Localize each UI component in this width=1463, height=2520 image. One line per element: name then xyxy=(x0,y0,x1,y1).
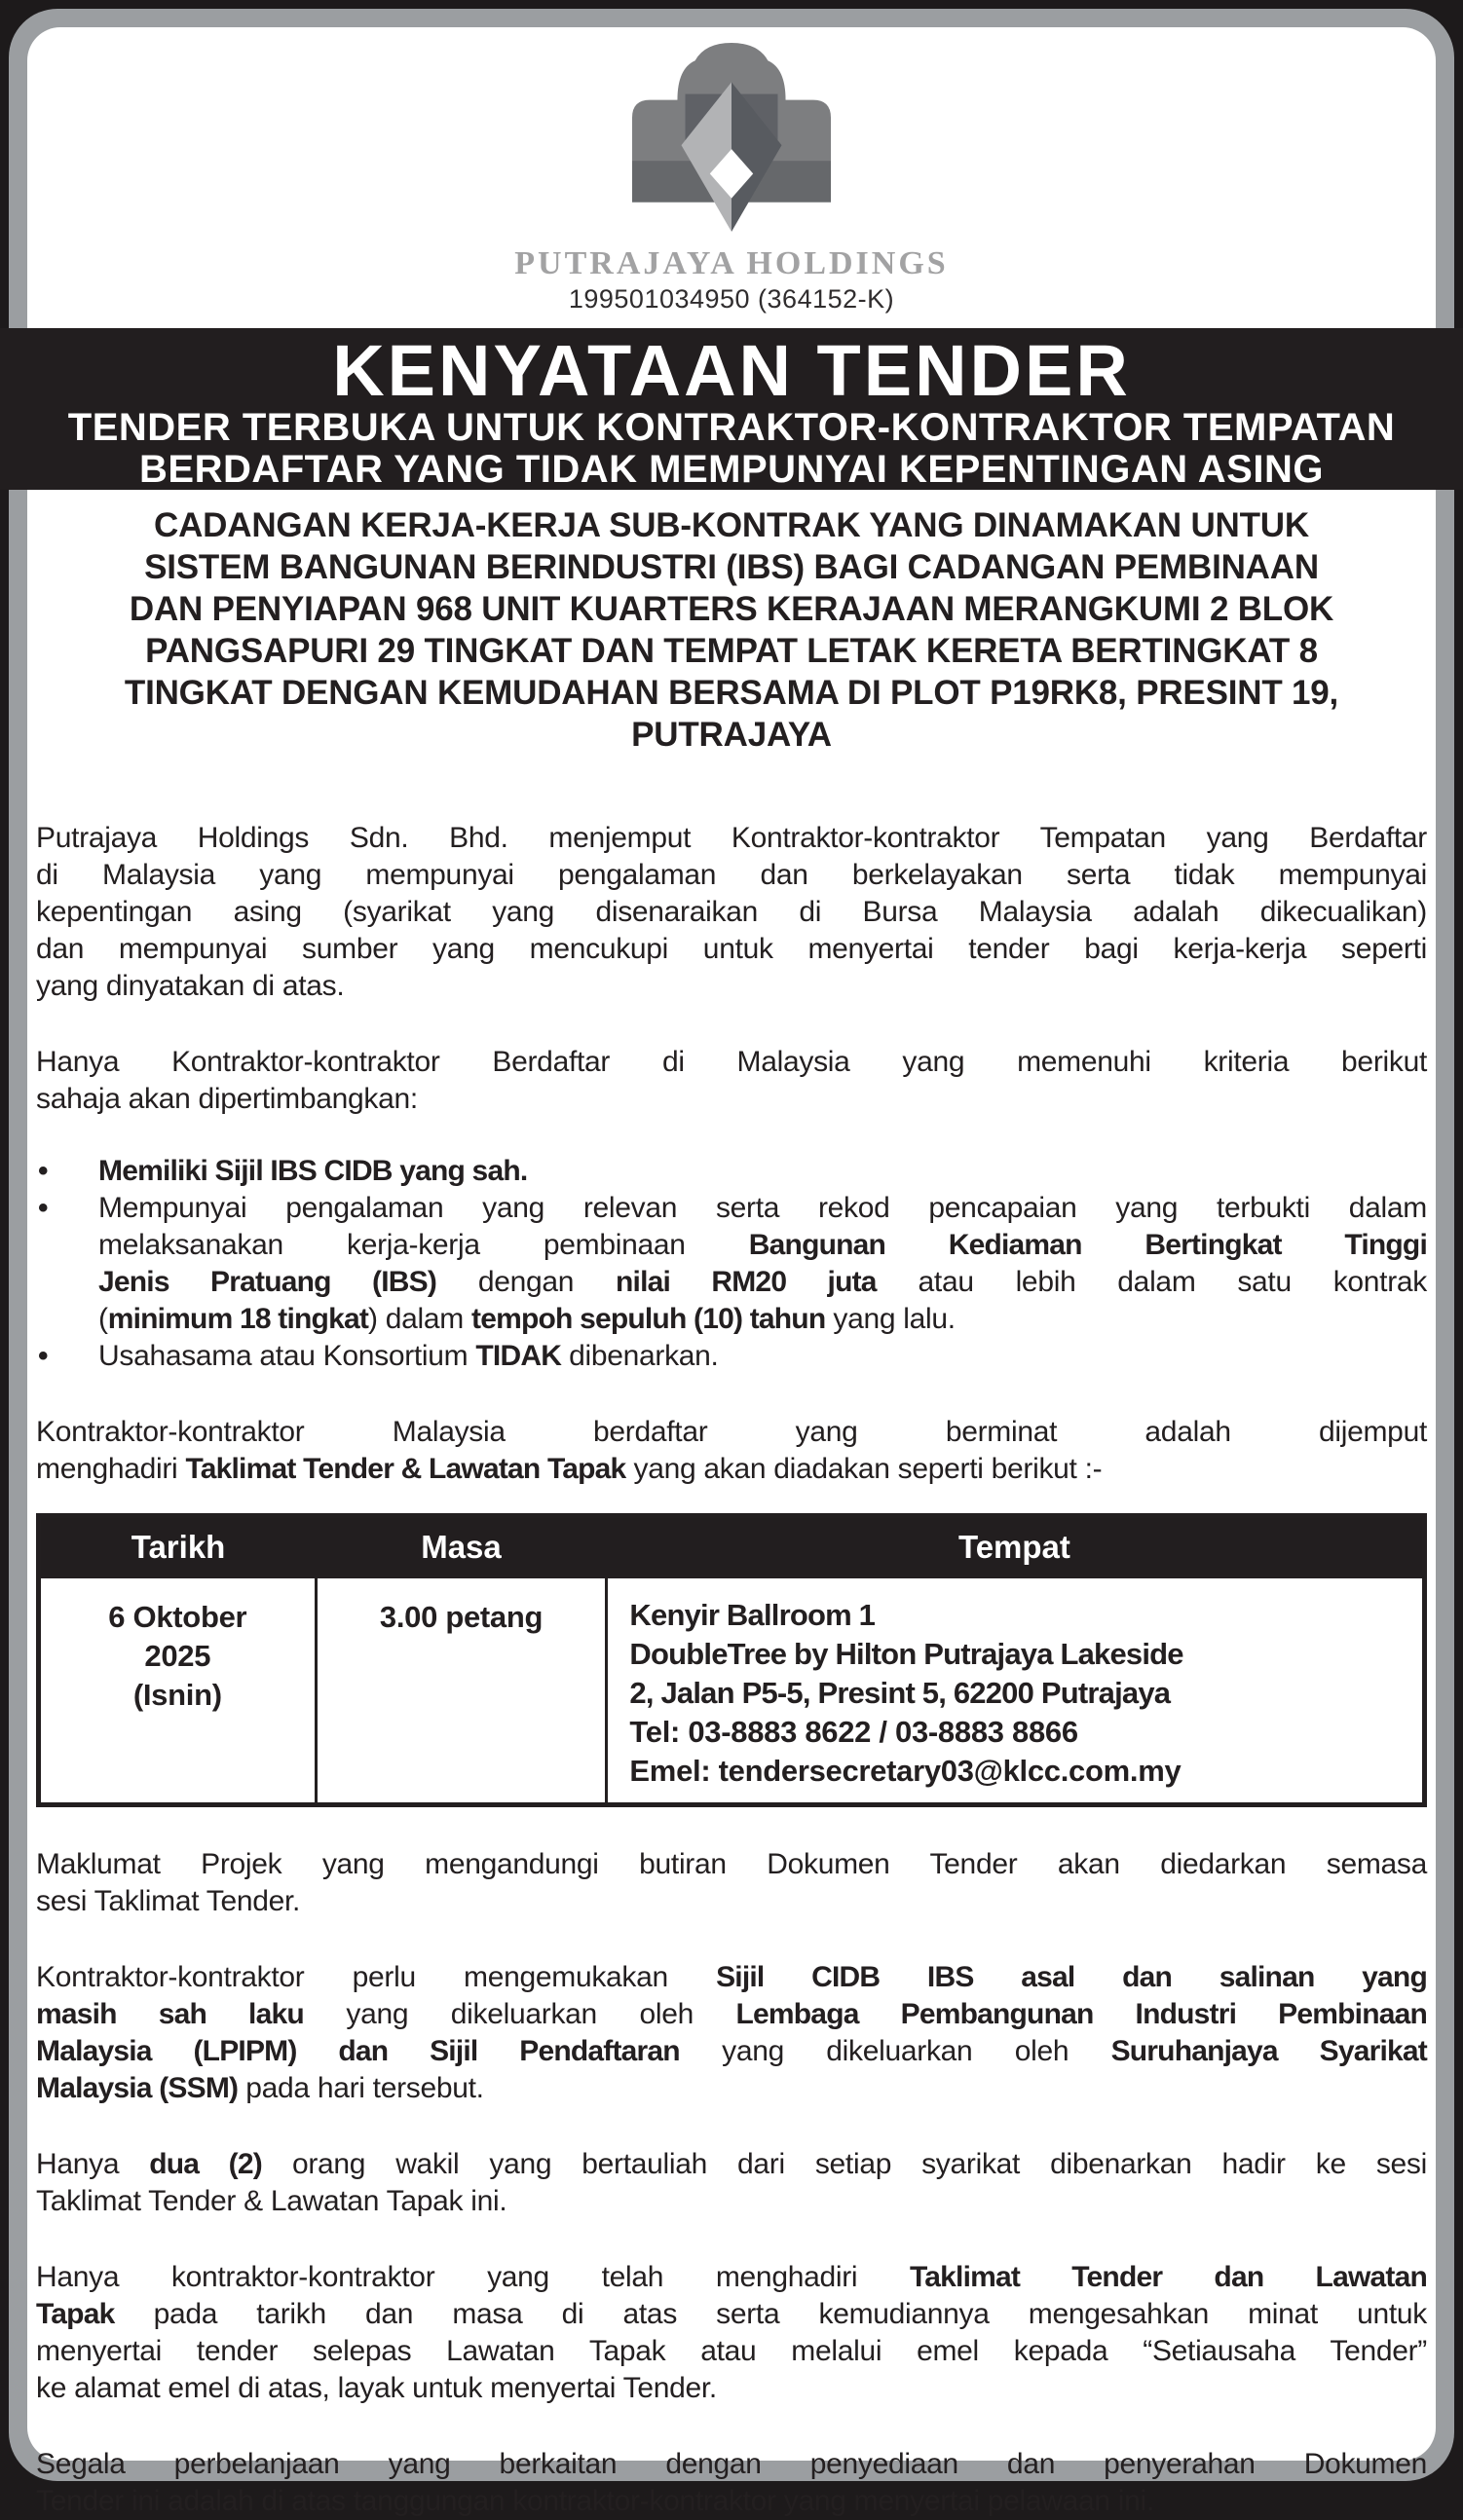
logo-brand-text: PUTRAJAYA HOLDINGS xyxy=(514,245,949,281)
bullet-icon: • xyxy=(38,1340,49,1372)
banner-title: KENYATAAN TENDER xyxy=(332,330,1131,411)
paragraph-expenses: Segala perbelanjaan yang berkaitan dengan penyediaan dan penyerahan Dokumen Tender ini adalah di atas tanggungan kontraktor-kontraktor yang menyertai pelawaan ini. xyxy=(36,2448,1427,2517)
list-item-usahasama: • Usahasama atau Konsortium TIDAK dibenarkan. xyxy=(36,1338,1427,1375)
table-header-row xyxy=(39,1516,1425,1577)
cell-date: 6 Oktober 2025 (Isnin) xyxy=(39,1577,317,1805)
list-item-sijil-ibs: • Memiliki Sijil IBS CIDB yang sah. xyxy=(36,1153,1427,1190)
tender-banner xyxy=(0,328,1463,490)
paragraph-briefing-invite: Kontraktor-kontraktor Malaysia berdaftar yang berminat adalah dijemput menghadiri Taklimat Tender & Lawatan Tapak yang akan diadakan seperti berikut :- xyxy=(36,1416,1427,1485)
paragraph-representatives: Hanya dua (2) orang wakil yang bertauliah dari setiap syarikat dibenarkan hadir ke sesi Taklimat Tender & Lawatan Tapak ini. xyxy=(36,2148,1427,2217)
cell-venue: Kenyir Ballroom 1 DoubleTree by Hilton Putrajaya Lakeside 2, Jalan P5-5, Presint 5, 62200 Putrajaya Tel: 03-8883 8622 / 03-8883 8866 Emel: tendersecretary03@klcc.com.my xyxy=(607,1577,1425,1805)
notice-body xyxy=(36,504,1427,2520)
cell-time: 3.00 petang xyxy=(316,1577,607,1805)
paragraph-invitation: Putrajaya Holdings Sdn. Bhd. menjemput Kontraktor-kontraktor Tempatan yang Berdaftar di Malaysia yang mempunyai pengalaman dan berkelayakan serta tidak mempunyai kepentingan asing (syarikat yang disenaraikan di Bursa Malaysia adalah dikecualikan) dan mempunyai sumber yang mencukupi untuk menyertai tender bagi kerja-kerja seperti yang dinyatakan di atas. xyxy=(36,822,1427,1002)
paragraph-criteria-intro: Hanya Kontraktor-kontraktor Berdaftar di Malaysia yang memenuhi kriteria berikut sahaja akan dipertimbangkan: xyxy=(36,1046,1427,1115)
table-row xyxy=(39,1577,1425,1805)
paragraph-eligibility: Hanya kontraktor-kontraktor yang telah menghadiri Taklimat Tender dan Lawatan Tapak pada tarikh dan masa di atas serta kemudiannya mengesahkan minat untuk menyertai tender selepas Lawatan Tapak atau melalui emel kepada “Setiausaha Tender” ke alamat emel di atas, layak untuk menyertai Tender. xyxy=(36,2261,1427,2404)
logo-block xyxy=(0,39,1463,314)
paragraph-certificates: Kontraktor-kontraktor perlu mengemukakan Sijil CIDB IBS asal dan salinan yang masih sah laku yang dikeluarkan oleh Lembaga Pembangunan Industri Pembinaan Malaysia (LPIPM) dan Sijil Pendaftaran yang dikeluarkan oleh Suruhanjaya Syarikat Malaysia (SSM) pada hari tersebut. xyxy=(36,1961,1428,2104)
list-item-pengalaman: • Mempunyai pengalaman yang relevan serta rekod pencapaian yang terbukti dalam melaksanakan kerja-kerja pembinaan Bangunan Kediaman Bertingkat Tinggi Jenis Pratuang (IBS) dengan nilai RM20 juta atau lebih dalam satu kontrak (minimum 18 tingkat) dalam tempoh sepuluh (10) tahun yang lalu. xyxy=(38,1192,1427,1335)
bullet-icon: • xyxy=(38,1155,49,1187)
column-header-tempat: Tempat xyxy=(607,1516,1425,1577)
logo-registration-number: 199501034950 (364152-K) xyxy=(568,284,895,314)
criteria-list xyxy=(36,1153,1427,1375)
putrajaya-holdings-logo-icon xyxy=(618,39,845,238)
bullet-icon: • xyxy=(38,1192,49,1224)
banner-subtitle-line2: BERDAFTAR YANG TIDAK MEMPUNYAI KEPENTINGAN ASING xyxy=(139,448,1324,491)
column-header-masa: Masa xyxy=(316,1516,607,1577)
banner-subtitle-line1: TENDER TERBUKA UNTUK KONTRAKTOR-KONTRAKTOR TEMPATAN xyxy=(67,406,1396,449)
paragraph-project-info: Maklumat Projek yang mengandungi butiran Dokumen Tender akan diedarkan semasa sesi Taklimat Tender. xyxy=(36,1848,1427,1917)
column-header-tarikh: Tarikh xyxy=(39,1516,317,1577)
project-title: CADANGAN KERJA-KERJA SUB-KONTRAK YANG DINAMAKAN UNTUK SISTEM BANGUNAN BERINDUSTRI (IBS) BAGI CADANGAN PEMBINAAN DAN PENYIAPAN 968 UNIT KUARTERS KERAJAAN MERANGKUMI 2 BLOK PANGSAPURI 29 TINGKAT DAN TEMPAT LETAK KERETA BERTINGKAT 8 TINGKAT DENGAN KEMUDAHAN BERSAMA DI PLOT P19RK8, PRESINT 19, PUTRAJAYA xyxy=(124,506,1339,754)
briefing-schedule-table xyxy=(36,1513,1427,1807)
